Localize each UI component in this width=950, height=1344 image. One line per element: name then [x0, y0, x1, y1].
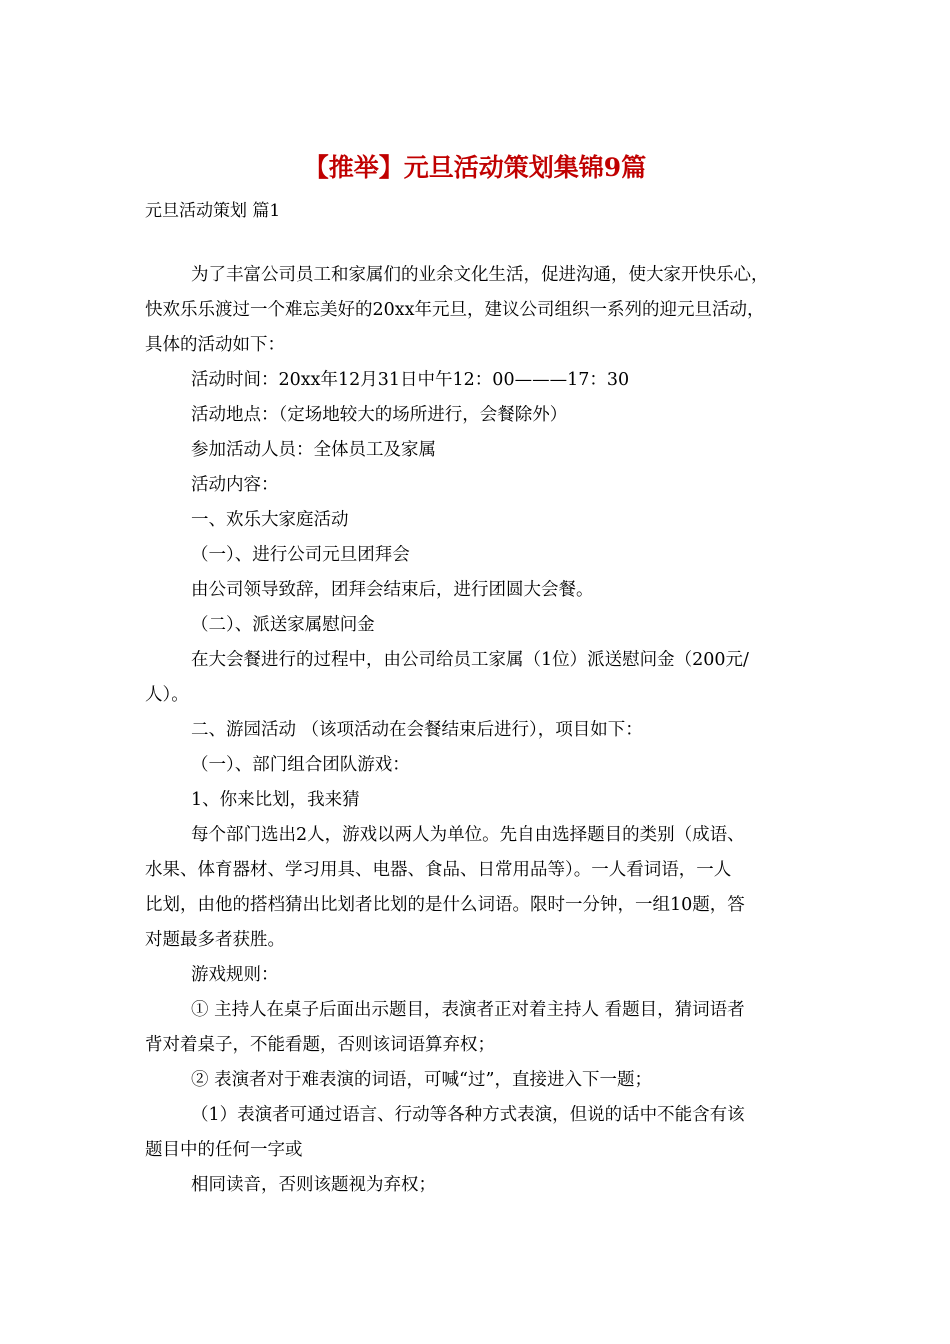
- paragraph-line: ① 主持人在桌子后面出示题目，表演者正对着主持人 看题目，猜词语者: [191, 1000, 745, 1020]
- paragraph-line: 1、你来比划，我来猜: [191, 790, 360, 810]
- paragraph-line: （1）表演者可通过语言、行动等各种方式表演，但说的话中不能含有该: [191, 1105, 745, 1125]
- paragraph-line: 活动时间：20xx年12月31日中午12：00———17：30: [191, 370, 630, 390]
- paragraph-line: 具体的活动如下：: [145, 335, 285, 355]
- paragraph-line: 为了丰富公司员工和家属们的业余文化生活，促进沟通，使大家开快乐心，: [191, 265, 769, 285]
- document-title: 【推举】元旦活动策划集锦9篇: [303, 153, 647, 182]
- section-heading: 元旦活动策划 篇1: [145, 201, 281, 221]
- paragraph-line: 每个部门选出2人，游戏以两人为单位。先自由选择题目的类别（成语、: [191, 825, 745, 845]
- paragraph-line: 活动内容：: [191, 475, 279, 495]
- paragraph-line: 参加活动人员：全体员工及家属: [191, 440, 436, 460]
- paragraph-line: 水果、体育器材、学习用具、电器、食品、日常用品等）。一人看词语，一人: [145, 860, 732, 880]
- paragraph-line: （一）、部门组合团队游戏：: [191, 755, 410, 775]
- paragraph-line: 快欢乐乐渡过一个难忘美好的20xx年元旦，建议公司组织一系列的迎元旦活动，: [145, 300, 765, 320]
- paragraph-line: 活动地点：（定场地较大的场所进行，会餐除外）: [191, 405, 568, 425]
- paragraph-line: 比划，由他的搭档猜出比划者比划的是什么词语。限时一分钟，一组10题，答: [145, 895, 745, 915]
- document-body: [145, 258, 805, 1203]
- paragraph-line: 二、游园活动 （该项活动在会餐结束后进行），项目如下：: [191, 720, 643, 740]
- paragraph-line: 由公司领导致辞，团拜会结束后，进行团圆大会餐。: [191, 580, 594, 600]
- paragraph-line: 在大会餐进行的过程中，由公司给员工家属（1位）派送慰问金（200元/: [191, 650, 749, 670]
- paragraph-line: （二）、派送家属慰问金: [191, 615, 375, 635]
- paragraph-line: 人）。: [145, 685, 189, 705]
- paragraph-line: （一）、进行公司元旦团拜会: [191, 545, 410, 565]
- paragraph-line: 题目中的任何一字或: [145, 1140, 303, 1160]
- paragraph-line: 背对着桌子，不能看题，否则该词语算弃权；: [145, 1035, 495, 1055]
- paragraph-line: ② 表演者对于难表演的词语，可喊“过”，直接进入下一题；: [191, 1070, 652, 1090]
- paragraph-line: 相同读音，否则该题视为弃权；: [191, 1175, 436, 1195]
- paragraph-line: 一、欢乐大家庭活动: [191, 510, 349, 530]
- paragraph-line: 游戏规则：: [191, 965, 279, 985]
- paragraph-line: 对题最多者获胜。: [145, 930, 285, 950]
